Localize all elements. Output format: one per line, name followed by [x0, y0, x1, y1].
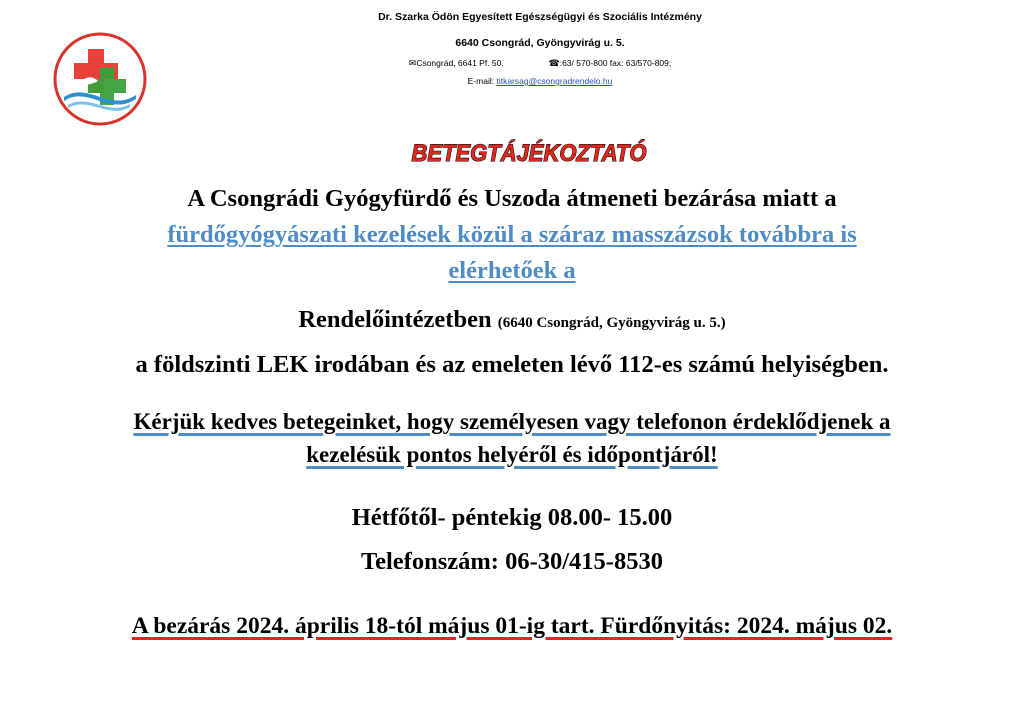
closure-line: [0, 610, 1024, 643]
location-line: [0, 303, 1024, 340]
institution-name: Dr. Szarka Ödön Egyesített Egészségügyi és Szociális Intézmény: [378, 11, 702, 23]
request-text-2: kezelésük pontos helyéről és időpontjáról!: [306, 442, 718, 467]
rooms-line: a földszinti LEK irodában és az emeleten lévő 112-es számú helyiségben.: [135, 351, 889, 378]
treatments-highlight-2: elérhetőek a: [448, 257, 576, 284]
telephone-icon: ☎: [548, 59, 560, 69]
contact-post-phone: [300, 58, 780, 69]
institution-logo: [52, 31, 148, 127]
institution-address: 6640 Csongrád, Gyöngyvirág u. 5.: [455, 37, 625, 49]
location-name: Rendelőintézetben: [298, 306, 492, 333]
notice-title: [403, 138, 655, 166]
email-label: E-mail:: [467, 76, 497, 86]
phone-number: Telefonszám: 06-30/415-8530: [361, 548, 663, 575]
notice-line-2: [0, 218, 1024, 251]
request-text-1: Kérjük kedves betegeinket, hogy személyesen vagy telefonon érdeklődjenek a: [133, 409, 891, 434]
notice-line-3: [0, 254, 1024, 287]
notice-line-1: A Csongrádi Gyógyfürdő és Uszoda átmeneti bezárása miatt a: [187, 185, 837, 212]
contact-email: [300, 76, 780, 86]
notice-title-text: BETEGTÁJÉKOZTATÓ: [411, 138, 647, 166]
medical-cross-logo-icon: [52, 31, 148, 127]
closure-text: A bezárás 2024. április 18-tól május 01-ig tart. Fürdőnyitás: 2024. május 02.: [131, 613, 893, 639]
location-address: (6640 Csongrád, Gyöngyvirág u. 5.): [497, 315, 726, 331]
post-address: Csongrád, 6641 Pf. 50.: [416, 58, 504, 68]
email-link[interactable]: titkarsag@csongradrendelo.hu: [496, 76, 613, 86]
envelope-icon: ✉: [408, 59, 417, 69]
treatments-highlight-1: fürdőgyógyászati kezelések közül a száraz masszázsok továbbra is: [167, 221, 857, 248]
request-line-2: [0, 438, 1024, 471]
notice-title-graphic: [403, 138, 655, 166]
request-line-1: [0, 405, 1024, 438]
phone-fax: :63/ 570-800 fax: 63/570-809;: [559, 58, 672, 68]
opening-hours: Hétfőtől- péntekig 08.00- 15.00: [351, 504, 673, 531]
